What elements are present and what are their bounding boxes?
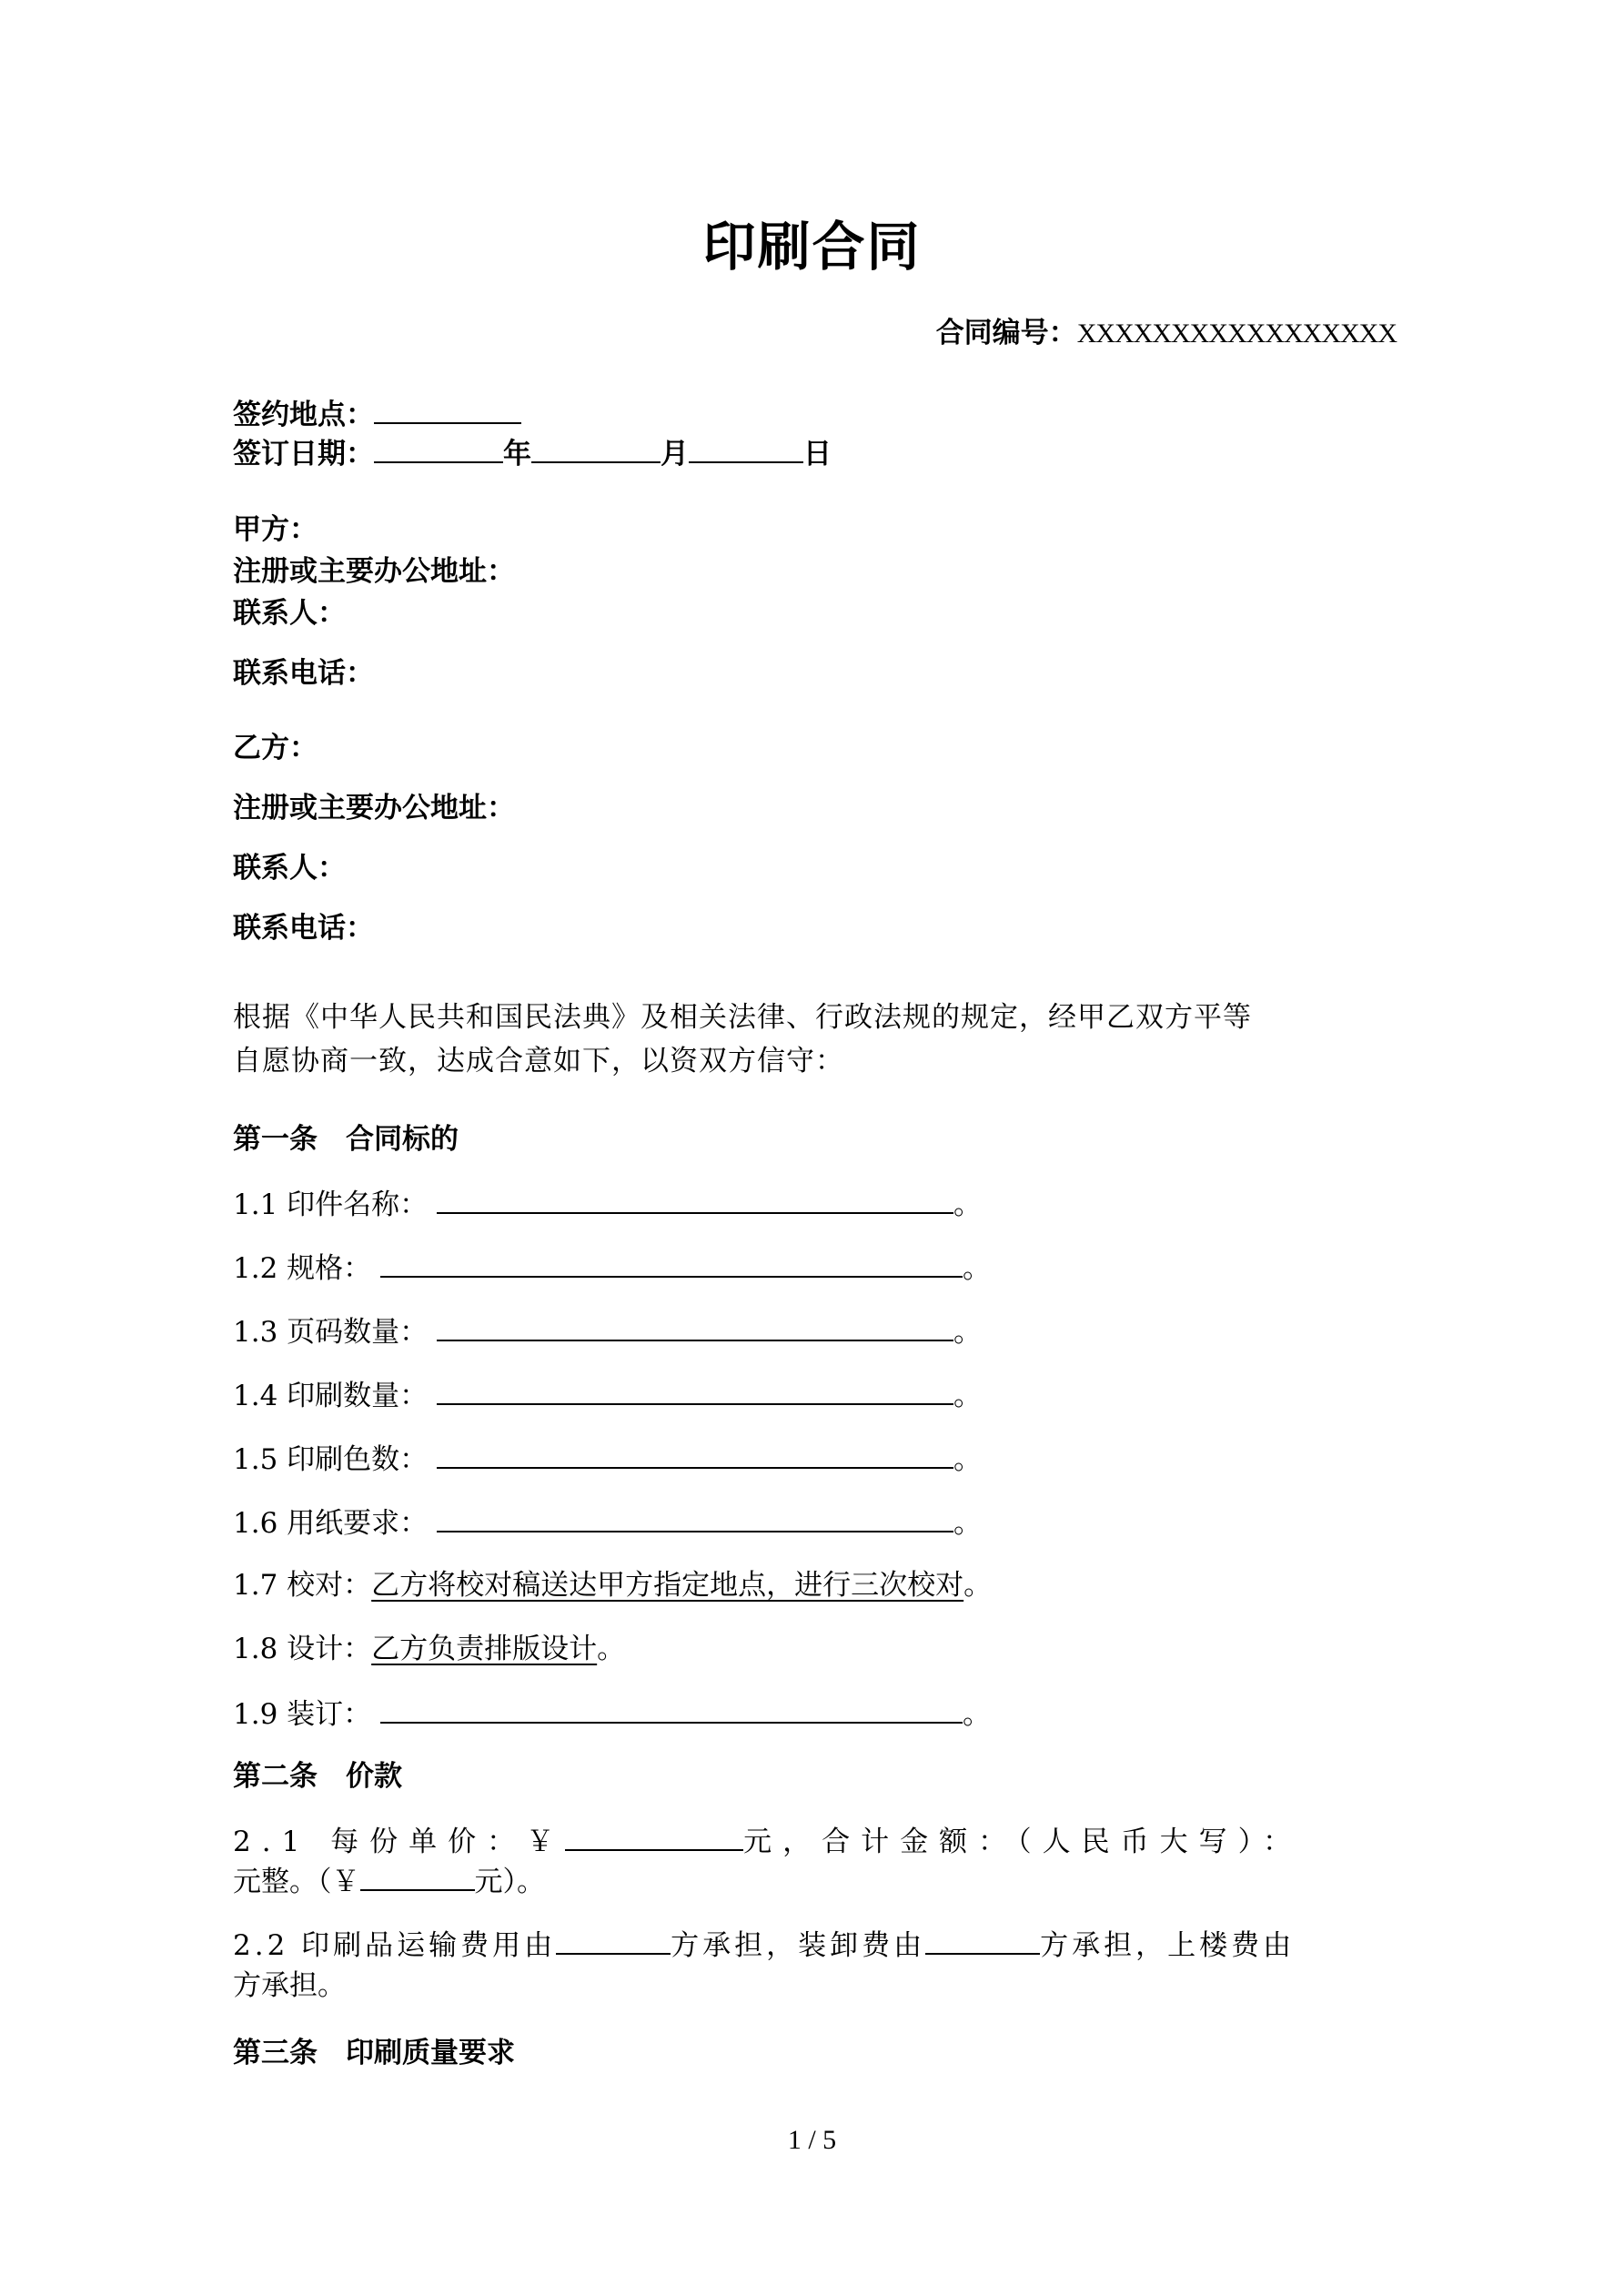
item-1-1: 1.1 印件名称： 。 (233, 1185, 982, 1223)
item-value: 乙方负责排版设计 (371, 1633, 598, 1665)
document-title: 印刷合同 (702, 216, 922, 278)
item-2-1-line-2: 元整。（￥ 元）。 (233, 1862, 545, 1900)
item-value: 乙方将校对稿送达甲方指定地点，进行三次校对 (371, 1569, 964, 1602)
party-a-phone-label: 联系电话： (233, 657, 374, 690)
signing-date-label: 签订日期： (233, 438, 374, 470)
signing-place-label: 签约地点： (233, 399, 374, 431)
signing-place-field[interactable] (374, 395, 521, 424)
total-amount-field[interactable] (360, 1862, 475, 1891)
item-label: 1.4 印刷数量： (233, 1380, 429, 1412)
party-b-phone-label: 联系电话： (233, 912, 374, 945)
item-label: 1.7 校对： (233, 1569, 372, 1602)
signing-day-field[interactable] (689, 434, 803, 463)
item-label: 1.1 印件名称： (233, 1188, 429, 1221)
article-3-heading: 第三条 印刷质量要求 (233, 2037, 515, 2069)
item-blank-field[interactable] (437, 1185, 953, 1214)
item-label: 1.3 页码数量： (233, 1316, 429, 1349)
item-blank-field[interactable] (437, 1503, 953, 1532)
item-1-4: 1.4 印刷数量： 。 (233, 1376, 982, 1414)
item-blank-field[interactable] (380, 1249, 963, 1278)
item-blank-field[interactable] (437, 1312, 953, 1341)
item-label: 1.6 用纸要求： (233, 1507, 429, 1540)
item-1-7: 1.7 校对：乙方将校对稿送达甲方指定地点，进行三次校对。 (233, 1569, 993, 1602)
article-1-heading: 第一条 合同标的 (233, 1123, 459, 1156)
contract-number-value: XXXXXXXXXXXXXXXXX (1076, 319, 1397, 349)
item-blank-field[interactable] (380, 1694, 963, 1724)
item-2-2: 2.2 印刷品运输费用由 方承担，装卸费由 方承担，上楼费由 (233, 1926, 1295, 1964)
unit-price-field[interactable] (565, 1822, 743, 1851)
signing-month-field[interactable] (531, 434, 661, 463)
day-label: 日 (803, 438, 832, 470)
item-1-6: 1.6 用纸要求： 。 (233, 1503, 982, 1542)
item-label: 1.2 规格： (233, 1252, 372, 1285)
item-label: 1.5 印刷色数： (233, 1443, 429, 1476)
item-1-2: 1.2 规格： 。 (233, 1249, 991, 1287)
signing-place (233, 395, 521, 433)
signing-year-field[interactable] (374, 434, 503, 463)
item-1-9: 1.9 装订： 。 (233, 1694, 991, 1733)
transport-fee-party-field[interactable] (556, 1926, 671, 1955)
party-a-label: 甲方： (233, 513, 318, 546)
article-2-heading: 第二条 价款 (233, 1760, 402, 1793)
party-a-address-label: 注册或主要办公地址： (233, 555, 515, 588)
party-a-contact-label: 联系人： (233, 597, 346, 630)
party-b-address-label: 注册或主要办公地址： (233, 792, 515, 824)
item-label: 1.9 装订： (233, 1698, 372, 1731)
loading-fee-party-field[interactable] (925, 1926, 1040, 1955)
item-1-3: 1.3 页码数量： 。 (233, 1312, 982, 1350)
year-label: 年 (503, 438, 531, 470)
item-label: 1.8 设计： (233, 1633, 372, 1665)
page-indicator: 1 / 5 (787, 2125, 837, 2155)
party-b-label: 乙方： (233, 732, 318, 764)
item-2-2-line-2: 方承担。 (233, 1969, 346, 2002)
item-2-1: 2.1 每份单价：￥ 元，合计金额：（人民币大写）： (233, 1822, 1388, 1860)
preamble-line-1: 根据《中华人民共和国民法典》及相关法律、行政法规的规定，经甲乙双方平等 (233, 1001, 1252, 1034)
item-blank-field[interactable] (437, 1376, 953, 1405)
item-blank-field[interactable] (437, 1440, 953, 1469)
item-1-5: 1.5 印刷色数： 。 (233, 1440, 982, 1478)
signing-date (233, 434, 832, 472)
contract-number (936, 315, 1397, 352)
contract-number-label: 合同编号： (935, 317, 1077, 349)
party-b-contact-label: 联系人： (233, 852, 346, 885)
preamble-line-2: 自愿协商一致，达成合意如下，以资双方信守： (233, 1045, 844, 1077)
item-1-8: 1.8 设计：乙方负责排版设计。 (233, 1633, 626, 1665)
month-label: 月 (661, 438, 689, 470)
